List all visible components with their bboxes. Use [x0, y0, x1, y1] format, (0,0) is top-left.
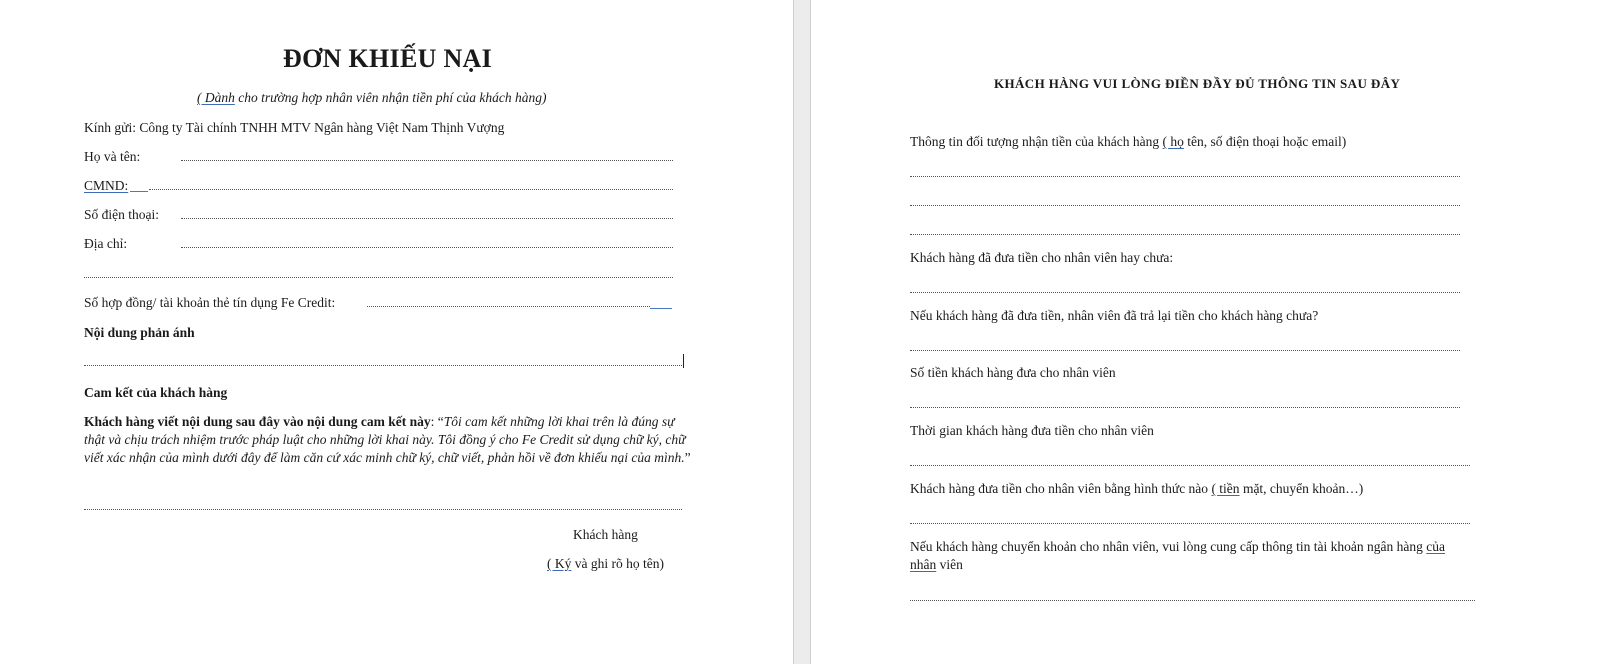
- contract-spellcheck-mark: [650, 308, 672, 309]
- commitment-close: ”: [684, 450, 691, 465]
- page-gutter: [793, 0, 811, 664]
- addressee-line: Kính gửi: Công ty Tài chính TNHH MTV Ngân hàng Việt Nam Thịnh Vượng: [84, 120, 505, 135]
- right-heading: KHÁCH HÀNG VUI LÒNG ĐIỀN ĐẦY ĐỦ THÔNG TIN SAU ĐÂY: [994, 76, 1401, 91]
- document-page-left: [0, 0, 793, 664]
- q6-fill-line[interactable]: [910, 523, 1470, 524]
- q1-underlined: ( họ: [1162, 134, 1184, 149]
- address-label: Địa chỉ:: [84, 236, 128, 251]
- phone-fill-line[interactable]: [181, 218, 673, 219]
- id-label: [84, 178, 128, 194]
- q6-underlined: ( tiền: [1211, 481, 1240, 496]
- q7-underlined-1: của: [1426, 539, 1445, 554]
- address-fill-line-2[interactable]: [84, 277, 673, 278]
- commitment-fill-line[interactable]: [84, 509, 682, 510]
- question-bank-info-line-2: [910, 557, 963, 573]
- question-bank-info-line-1: [910, 539, 1445, 555]
- q5-fill-line[interactable]: [910, 465, 1470, 466]
- q1-tail: tên, số điện thoại hoặc email): [1183, 134, 1347, 149]
- q1-text: Thông tin đối tượng nhận tiền của khách hàng: [910, 134, 1163, 149]
- commitment-text: Tôi cam kết những lời khai trên là đúng sự thật và chịu trách nhiệm trước pháp luật cho những lời khai này. Tôi đồng ý cho Fe Credit sử dụng chữ ký, chữ viết xác nhận của mình dưới đây để làm căn cứ xác minh chữ ký, chữ viết, phản hồi về đơn khiếu nại của mình.: [84, 414, 686, 465]
- q2-fill-line[interactable]: [910, 292, 1460, 293]
- q3-fill-line[interactable]: [910, 350, 1460, 351]
- q1-fill-line-3[interactable]: [910, 234, 1460, 235]
- signer-label: Khách hàng: [573, 527, 638, 542]
- sign-prefix: ( Ký: [547, 556, 572, 571]
- q6-text: Khách hàng đưa tiền cho nhân viên bằng hình thức nào: [910, 481, 1212, 496]
- q6-tail: mặt, chuyển khoản…): [1239, 481, 1364, 496]
- name-fill-line[interactable]: [181, 160, 673, 161]
- name-label: Họ và tên:: [84, 149, 141, 164]
- commitment-heading: Cam kết của khách hàng: [84, 385, 228, 400]
- form-title: ĐƠN KHIẾU NẠI: [283, 44, 493, 73]
- document-page-right: [811, 0, 1600, 664]
- question-recipient-info: [910, 134, 1346, 150]
- commitment-paragraph: [84, 413, 696, 467]
- q7-tail: viên: [936, 557, 963, 572]
- id-label-text: CMND:: [84, 178, 129, 193]
- question-paid-yet: Khách hàng đã đưa tiền cho nhân viên hay chưa:: [910, 250, 1174, 265]
- question-refunded: Nếu khách hàng đã đưa tiền, nhân viên đã trả lại tiền cho khách hàng chưa?: [910, 308, 1319, 323]
- contract-fill-line[interactable]: [367, 306, 650, 307]
- q7-underlined-2: nhân: [910, 557, 937, 572]
- signature-instruction: [547, 556, 664, 572]
- q1-fill-line-2[interactable]: [910, 205, 1460, 206]
- content-heading: Nội dung phản ánh: [84, 325, 195, 340]
- content-fill-line[interactable]: [84, 365, 682, 366]
- q1-fill-line-1[interactable]: [910, 176, 1460, 177]
- commitment-colon: : “: [430, 414, 444, 429]
- question-time: Thời gian khách hàng đưa tiền cho nhân viên: [910, 423, 1154, 438]
- contract-label: Số hợp đồng/ tài khoản thẻ tín dụng Fe Credit:: [84, 295, 336, 310]
- address-fill-line-1[interactable]: [181, 247, 673, 248]
- subtitle-prefix: ( Dành: [197, 90, 235, 105]
- subtitle-rest: cho trường hợp nhân viên nhận tiền phí của khách hàng): [234, 90, 547, 105]
- question-payment-method: [910, 481, 1363, 497]
- q7-fill-line[interactable]: [910, 600, 1475, 601]
- id-spellcheck-mark: [130, 191, 148, 192]
- commitment-lead: Khách hàng viết nội dung sau đây vào nội dung cam kết này: [84, 414, 431, 429]
- form-subtitle: [197, 90, 546, 106]
- phone-label: Số điện thoại:: [84, 207, 159, 222]
- id-fill-line[interactable]: [149, 189, 673, 190]
- q4-fill-line[interactable]: [910, 407, 1460, 408]
- text-cursor: [683, 354, 684, 368]
- question-amount: Số tiền khách hàng đưa cho nhân viên: [910, 365, 1116, 380]
- sign-rest: và ghi rõ họ tên): [571, 556, 664, 571]
- q7-text: Nếu khách hàng chuyển khoản cho nhân viên, vui lòng cung cấp thông tin tài khoản ngân hàng: [910, 539, 1427, 554]
